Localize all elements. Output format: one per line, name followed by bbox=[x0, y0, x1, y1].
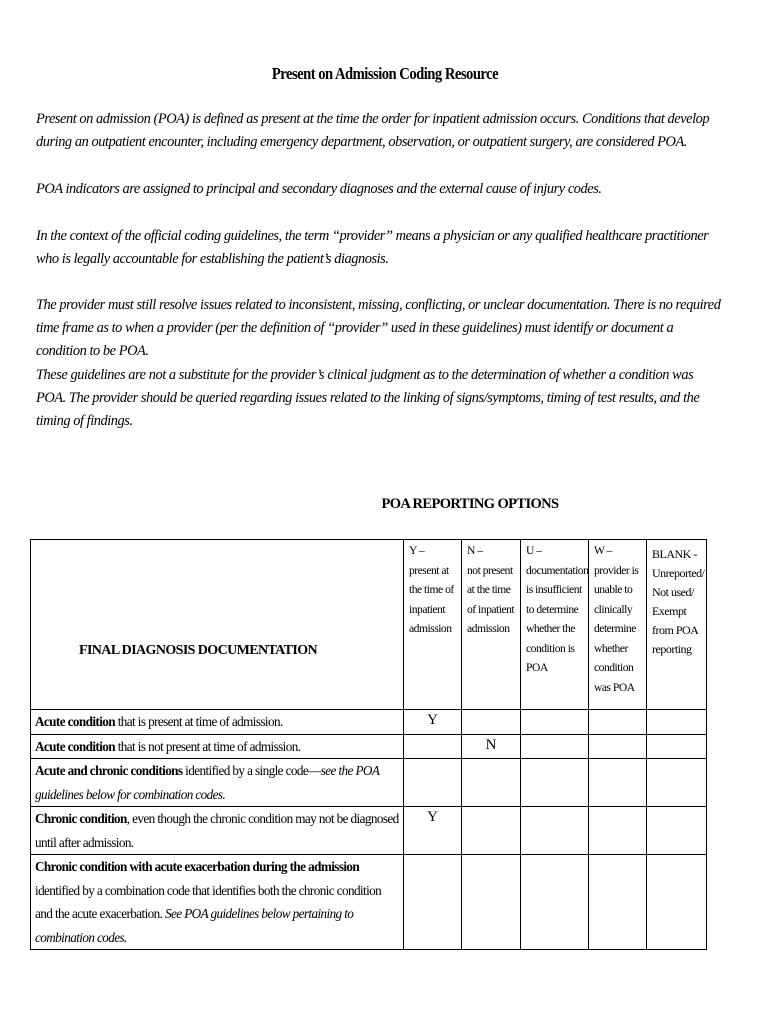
poa-indicator-cell bbox=[462, 807, 521, 855]
table-row bbox=[31, 807, 707, 855]
paragraph-poa-indicators: POA indicators are assigned to principal and secondary diagnoses and the external cause of injury codes. bbox=[36, 181, 602, 197]
paragraph-clinical-judgment: These guidelines are not a substitute for the provider’s clinical judgment as to the determination of whether a condition was POA. The provider should be queried regarding issues related to the linking of signs/symptoms, timing of test results, and the timing of findings. bbox=[36, 367, 700, 429]
paragraph-poa-definition: Present on admission (POA) is defined as present at the time the order for inpatient admission occurs. Conditions that develop during an outpatient encounter, including emergency department, observation, or outpatient surgery, are considered POA. bbox=[36, 111, 710, 150]
poa-indicator-cell bbox=[521, 855, 589, 950]
poa-indicator-cell bbox=[647, 855, 707, 950]
poa-indicator-cell bbox=[647, 710, 707, 735]
poa-indicator-cell bbox=[521, 759, 589, 807]
column-header-n-text: N – not present at the time of inpatient admission bbox=[467, 544, 515, 635]
diagnosis-italic-text: see the POA guidelines below for combination codes. bbox=[35, 763, 380, 802]
document-title: Present on Admission Coding Resource bbox=[271, 64, 499, 83]
diagnosis-italic-text: See POA guidelines below pertaining to combination codes. bbox=[35, 906, 354, 945]
table-row bbox=[31, 734, 707, 759]
paragraph-provider-definition: In the context of the official coding guidelines, the term “provider” means a physician or any qualified healthcare practitioner who is legally accountable for establishing the patient’s diagnosis. bbox=[36, 228, 709, 267]
poa-indicator-cell bbox=[521, 710, 589, 735]
column-header-y-text: Y – present at the time of inpatient admission bbox=[409, 544, 454, 635]
table-body bbox=[31, 710, 707, 950]
table-row bbox=[31, 855, 707, 950]
poa-indicator-cell bbox=[404, 734, 462, 759]
poa-indicator-cell bbox=[521, 807, 589, 855]
diagnosis-cell bbox=[31, 734, 404, 759]
diagnosis-cell bbox=[31, 807, 404, 855]
diagnosis-bold-text: Acute condition bbox=[35, 714, 116, 729]
table-row bbox=[31, 759, 707, 807]
column-header-blank bbox=[647, 540, 707, 710]
diagnosis-cell bbox=[31, 710, 404, 735]
diagnosis-text: that is present at time of admission. bbox=[115, 714, 283, 729]
diagnosis-bold-text: Chronic condition with acute exacerbation during the admission bbox=[35, 859, 360, 874]
column-header-y bbox=[404, 540, 462, 710]
poa-indicator-cell bbox=[404, 855, 462, 950]
column-header-u bbox=[521, 540, 589, 710]
diagnosis-cell bbox=[31, 855, 404, 950]
column-header-w-text: W – provider is unable to clinically determine whether condition was POA bbox=[594, 544, 639, 694]
poa-indicator-cell bbox=[462, 855, 521, 950]
column-header-u-text: U – documentation is insufficient to determine whether the condition is POA bbox=[526, 544, 589, 674]
column-header-n bbox=[462, 540, 521, 710]
poa-indicator-cell bbox=[589, 807, 647, 855]
poa-indicator-cell bbox=[589, 759, 647, 807]
column-header-blank-text: BLANK - Unreported/ Not used/ Exempt from POA reporting bbox=[652, 547, 705, 656]
column-header-w bbox=[589, 540, 647, 710]
diagnosis-text: identified by a single code— bbox=[182, 763, 321, 778]
poa-indicator-cell bbox=[462, 710, 521, 735]
poa-indicator-cell bbox=[589, 855, 647, 950]
table-row bbox=[31, 710, 707, 735]
poa-indicator-cell bbox=[589, 710, 647, 735]
diagnosis-text: identified by a combination code that identifies both the chronic condition and the acute exacerbation. bbox=[35, 882, 382, 921]
poa-indicator-cell: Y bbox=[404, 807, 462, 855]
poa-indicator-cell bbox=[521, 734, 589, 759]
diagnosis-column-header: FINAL DIAGNOSIS DOCUMENTATION bbox=[31, 540, 404, 710]
diagnosis-text: , even though the chronic condition may not be diagnosed until after admission. bbox=[35, 811, 399, 850]
poa-indicator-cell bbox=[404, 759, 462, 807]
paragraph-provider-resolve: The provider must still resolve issues related to inconsistent, missing, conflicting, or unclear documentation. There is no required time frame as to when a provider (per the definition of “provider” used in these guidelines) must identify or document a condition to be POA. bbox=[36, 297, 721, 359]
poa-indicator-cell bbox=[462, 759, 521, 807]
table-header-row bbox=[31, 540, 707, 710]
diagnosis-bold-text: Chronic condition bbox=[35, 811, 127, 826]
diagnosis-cell bbox=[31, 759, 404, 807]
poa-indicator-cell bbox=[647, 759, 707, 807]
poa-indicator-cell bbox=[589, 734, 647, 759]
diagnosis-bold-text: Acute condition bbox=[35, 738, 116, 754]
poa-indicator-cell: N bbox=[462, 734, 521, 759]
diagnosis-bold-text: Acute and chronic conditions bbox=[35, 763, 183, 778]
poa-options-table bbox=[30, 539, 707, 950]
poa-indicator-cell bbox=[647, 734, 707, 759]
poa-indicator-cell bbox=[647, 807, 707, 855]
diagnosis-text: that is not present at time of admission. bbox=[115, 738, 301, 754]
options-heading: POA REPORTING OPTIONS bbox=[381, 496, 559, 512]
poa-indicator-cell: Y bbox=[404, 710, 462, 735]
